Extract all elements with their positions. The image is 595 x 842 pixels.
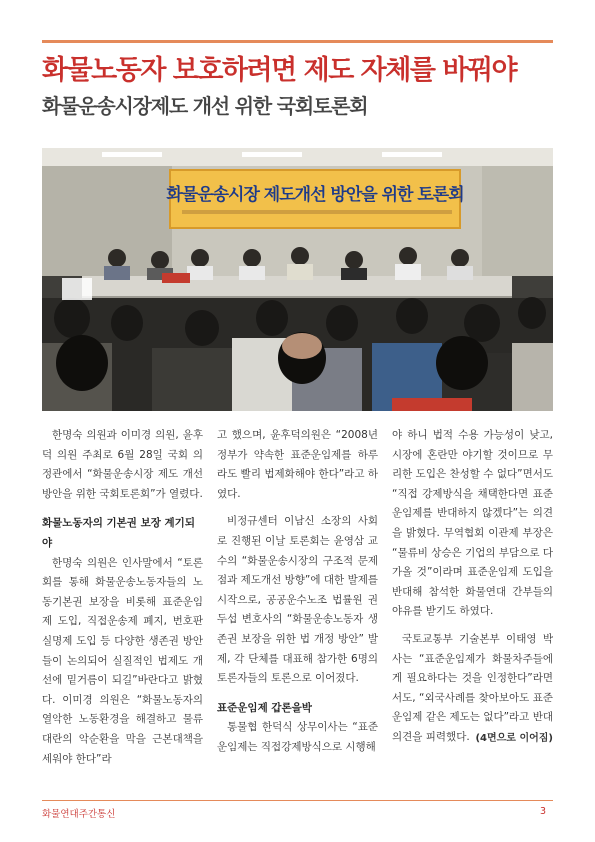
paragraph: 통물협 한덕식 상무이사는 “표준운임제는 직접강제방식으로 시행해 [217, 721, 378, 753]
continued-note: (4면으로 이어짐) [475, 732, 553, 744]
paragraph: 한명숙 의원은 인사말에서 “토론회를 통해 화물운송노동자들의 노동기본권 보장을 비롯해 표준운임제 도입, 직접운송제 폐지, 번호판 실명제 도입 등 다양한 생존권 방안들이 논의되어 실질적인 법제도 개선에 밑거름이 되길”바란다고 밝혔다. 이미경 의원은 “화물노동자의 열악한 노동환경을 해결하고 물류대란의 악순환을 막을 근본대책을 세워야 한다”라 [42, 556, 203, 765]
section-title: 화물노동자의 기본권 보장 계기되야 [42, 517, 195, 549]
paragraph: 야 하니 법적 수용 가능성이 낮고, 시장에 혼란만 야기할 것이므로 무리한 도입은 찬성할 수 없다”면서도 “직접 강제방식을 채택한다면 표준운임제를 반대하지 않겠다”는 의견을 밝혔다. 무역협회 이관제 부장은 “물류비 상승은 기업의 부담으로 다가올 것”이라며 표준운임제 도입을 반대해 참석한 화물연대 간부들의 야유를 받기도 하였다. [392, 429, 553, 618]
publication-name: 화물연대주간통신 [42, 809, 116, 820]
paragraph: 국토교통부 기술본부 이태영 박사는 “표준운임제가 화물차주들에게 필요하다는 것을 인정한다”라면서도, “외국사례를 찾아보아도 표준운임제 같은 제도는 없다”라고 반대의견을 피력했다. [392, 632, 553, 743]
subheadline: 화물운송시장제도 개선 위한 국회토론회 [42, 94, 368, 118]
article-column-3 [392, 426, 553, 748]
forum-photo [42, 148, 553, 411]
paragraph: 비정규센터 이남신 소장의 사회로 진행된 이날 토론회는 윤영삼 교수의 “화물운송시장의 구조적 문제점과 제도개선 방향”에 대한 발제를 시작으로, 공공운수노조 법률원 권두섭 변호사의 “화물운송노동자 생존권 보장을 위한 법 개정 방안” 발제, 각 단체를 대표해 참가한 6명의 토론자들의 토론으로 이어졌다. [217, 515, 378, 685]
top-rule [42, 40, 553, 43]
article-column-2 [217, 426, 378, 758]
article-column-1 [42, 426, 203, 769]
page-number: 3 [540, 806, 547, 817]
paragraph: 한명숙 의원과 이미경 의원, 윤후덕 의원 주최로 6월 28일 국회 의정관에서 “화물운송시장 제도 개선 방안을 위한 국회토론회”가 열렸다. [42, 429, 203, 500]
section-title: 표준운임제 갑론을박 [217, 701, 312, 714]
paragraph: 고 했으며, 윤후덕의원은 “2008년 정부가 약속한 표준운임제를 하루라도 빨리 법제화해야 한다”라고 하였다. [217, 429, 378, 500]
bottom-rule [42, 800, 553, 801]
headline: 화물노동자 보호하려면 제도 자체를 바꿔야 [42, 55, 517, 86]
banner-text: 화물운송시장 제도개선 방안을 위한 토론회 [166, 185, 464, 205]
